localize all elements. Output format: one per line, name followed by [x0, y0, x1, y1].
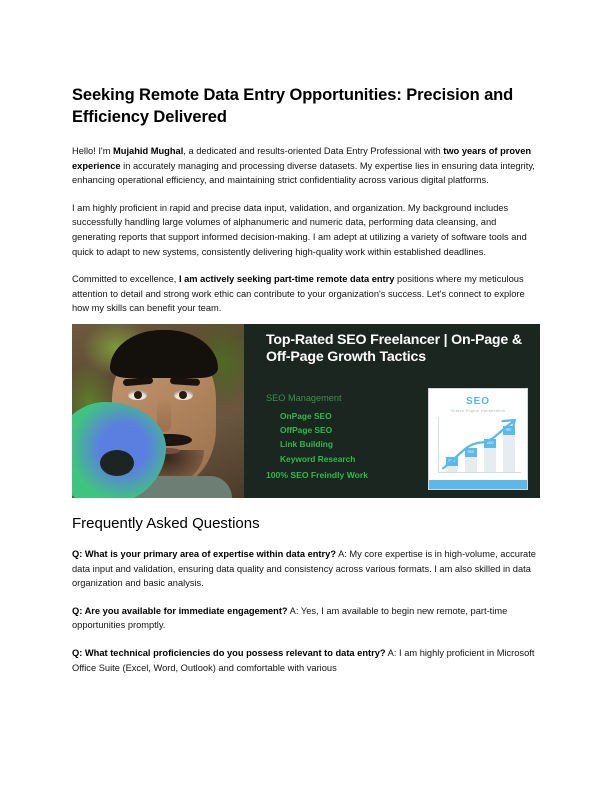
- body-text: in accurately managing and processing diverse datasets. My expertise lies in ensuring data integrity, enhancing operational efficiency, and maintaining strict confidentiality across various digital platforms.: [72, 160, 535, 186]
- thumbnail-plot-area: [438, 417, 521, 473]
- faq-question: Q: Are you available for immediate engagement?: [72, 605, 288, 616]
- thumbnail-bar-label: SEO: [446, 457, 458, 466]
- hair-shape: [110, 330, 218, 378]
- faq-heading: Frequently Asked Questions: [72, 514, 260, 532]
- thumbnail-bar-label: SEO: [503, 426, 515, 435]
- seo-chart-thumbnail: [428, 388, 528, 490]
- banner-text-area: [244, 324, 540, 498]
- faq-item: [72, 604, 540, 633]
- document-content: [72, 84, 540, 688]
- faq-answer: A: My core expertise is in high-volume, accurate data input and validation, ensuring data quality and consistency across various formats. I am also skilled in data organization and basic analysis.: [72, 548, 536, 589]
- body-text: Hello! I'm: [72, 146, 114, 156]
- list-item: Keyword Research: [280, 453, 356, 464]
- faq-question: Q: What is your primary area of expertise within data entry?: [72, 548, 336, 559]
- seo-services-list: [266, 392, 416, 466]
- thumbnail-subtitle: Search Engine Optimization: [450, 408, 506, 413]
- paragraph: [72, 272, 540, 316]
- faq-answer: A: I am highly proficient in Microsoft Office Suite (Excel, Word, Outlook) and comfortable with various: [72, 647, 535, 673]
- seo-lead-service: SEO Management: [266, 392, 342, 403]
- thumbnail-bar-label: SEO: [484, 439, 496, 448]
- seo-footer-claim: 100% SEO Freindly Work: [266, 469, 369, 480]
- banner-headline: Top-Rated SEO Freelancer | On-Page & Off-Page Growth Tactics: [266, 331, 522, 366]
- thumbnail-footer-bar: [429, 480, 527, 489]
- faq-item: [72, 646, 540, 675]
- emphasis-text: I am actively seeking part-time remote data entry: [178, 274, 395, 285]
- list-item: Link Building: [280, 439, 334, 450]
- faq-list: [72, 547, 540, 675]
- profile-photo: [72, 324, 244, 498]
- emphasis-text: Mujahid Mughal: [113, 146, 184, 156]
- intro-paragraphs: [72, 144, 540, 316]
- growth-arrow-icon: [439, 417, 521, 474]
- emphasis-text: two years of proven experience: [72, 146, 532, 171]
- seo-promo-banner: [72, 324, 540, 498]
- body-text: positions where my meticulous attention to detail and strong work ethic can contribute to your organization's success. Let's connect to explore how my skills can benefit your team.: [72, 274, 525, 314]
- list-item: OnPage SEO: [280, 410, 332, 421]
- page-title: Seeking Remote Data Entry Opportunities: Precision and Efficiency Delivered: [72, 86, 514, 126]
- seo-service-items: [266, 409, 416, 466]
- thumbnail-title: SEO: [465, 395, 491, 407]
- paragraph: [72, 201, 540, 259]
- faq-answer: A: Yes, I am available to begin new remote, part-time opportunities promptly.: [72, 605, 508, 631]
- body-text: I am highly proficient in rapid and precise data input, validation, and organization. My background includes successfully handling large volumes of alphanumeric and numeric data, performing data cleansing, and generating reports that support informed decision-making. I am adept at utilizing a variety of software tools and quick to adapt to new systems, consistently delivering high-quality work within established deadlines.: [72, 202, 527, 257]
- thumbnail-bar-label: SEO: [465, 448, 477, 457]
- faq-question: Q: What technical proficiencies do you possess relevant to data entry?: [72, 647, 386, 658]
- pupil-right: [179, 391, 187, 399]
- paragraph: [72, 144, 540, 188]
- body-text: , a dedicated and results-oriented Data Entry Professional with: [183, 146, 444, 156]
- body-text: Committed to excellence,: [72, 274, 179, 285]
- list-item: OffPage SEO: [280, 425, 333, 436]
- faq-item: [72, 547, 540, 591]
- pupil-left: [134, 391, 142, 399]
